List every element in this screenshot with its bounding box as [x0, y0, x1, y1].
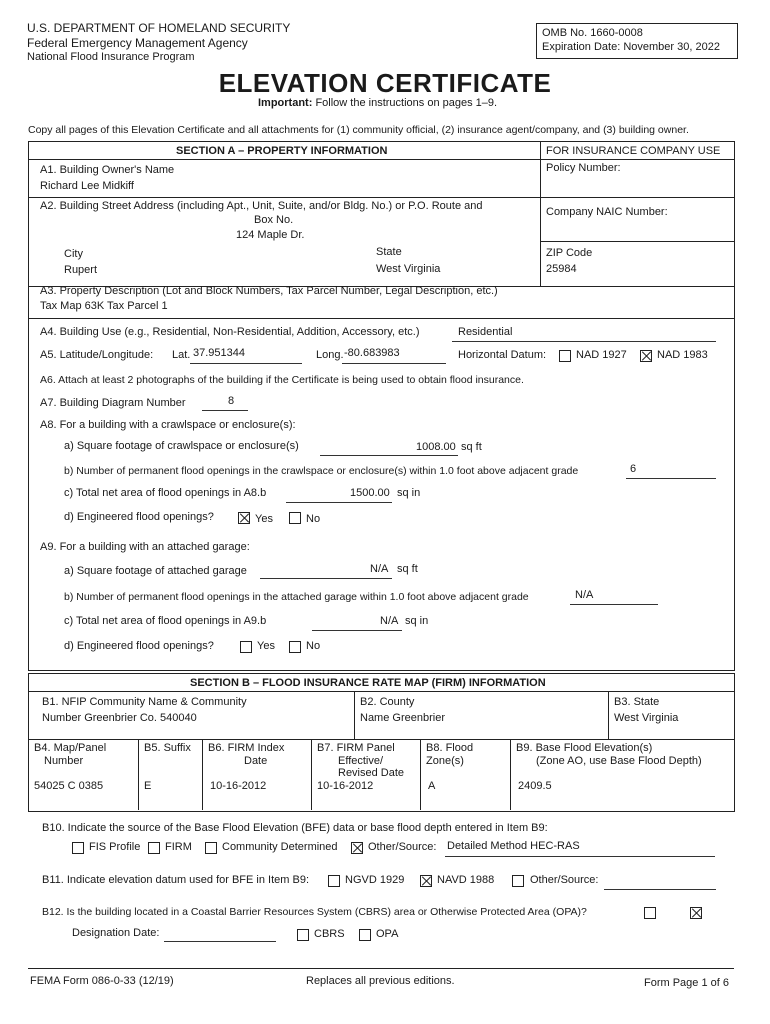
a8d-no-checkbox[interactable]: [289, 512, 301, 524]
other-datum-checkbox[interactable]: [512, 875, 524, 887]
important-note: [258, 97, 497, 109]
a7-label: A7. Building Diagram Number: [40, 397, 186, 409]
a9b-label: b) Number of permanent flood openings in the attached garage within 1.0 foot above adjacent grade: [64, 591, 529, 603]
a9-label: A9. For a building with an attached garage:: [40, 541, 250, 553]
fis-profile-checkbox[interactable]: [72, 842, 84, 854]
b12-no-checkbox[interactable]: [690, 907, 702, 919]
b2-label: B2. County: [360, 696, 415, 708]
b6-label-2: Date: [244, 755, 268, 767]
important-label: Important:: [258, 97, 313, 109]
b4-divider: [138, 739, 139, 810]
b8-label-2: Zone(s): [426, 755, 464, 767]
a9a-unit: sq ft: [397, 563, 418, 575]
b7-label: B7. FIRM Panel: [317, 742, 395, 754]
a8d-yes-checkbox[interactable]: [238, 512, 250, 524]
cbrs-checkbox[interactable]: [297, 929, 309, 941]
a9d-no-checkbox[interactable]: [289, 641, 301, 653]
lat-underline: [190, 363, 302, 364]
other-source-checkbox[interactable]: [351, 842, 363, 854]
a7-underline: [202, 410, 248, 411]
state-value[interactable]: West Virginia: [376, 263, 441, 275]
firm-label: FIRM: [165, 841, 192, 853]
a9d-label: d) Engineered flood openings?: [64, 640, 214, 652]
a8a-value[interactable]: 1008.00: [416, 441, 456, 453]
b1-label: B1. NFIP Community Name & Community: [42, 696, 247, 708]
a4-value[interactable]: Residential: [458, 326, 513, 338]
long-value[interactable]: -80.683983: [344, 347, 400, 359]
a9d-yes-checkbox[interactable]: [240, 641, 252, 653]
ngvd1929-label: NGVD 1929: [345, 874, 405, 886]
b8-value[interactable]: A: [428, 780, 436, 792]
a3-value[interactable]: Tax Map 63K Tax Parcel 1: [40, 300, 168, 312]
naic-rule: [540, 241, 734, 242]
page-number: Form Page 1 of 6: [644, 977, 729, 989]
a9d-no-label: No: [306, 640, 321, 652]
a8-label: A8. For a building with a crawlspace or enclosure(s):: [40, 419, 296, 431]
a8c-label: c) Total net area of flood openings in A8.b: [64, 487, 267, 499]
other-source-value[interactable]: Detailed Method HEC-RAS: [447, 840, 580, 852]
firm-checkbox[interactable]: [148, 842, 160, 854]
other-source-underline: [445, 856, 715, 857]
section-a-title-rule: [28, 159, 540, 160]
section-b-title-rule: [28, 691, 734, 692]
b3-value[interactable]: West Virginia: [614, 712, 679, 724]
state-label: State: [376, 246, 402, 258]
b9-label: B9. Base Flood Elevation(s): [516, 742, 653, 754]
b12-yes-checkbox[interactable]: [644, 907, 656, 919]
page-title: ELEVATION CERTIFICATE: [218, 68, 552, 98]
zip-label: ZIP Code: [546, 247, 593, 259]
b2-b3-divider: [608, 691, 609, 739]
a8a-underline: [320, 455, 458, 456]
b1-value[interactable]: Greenbrier Co. 540040: [84, 712, 197, 724]
a4-label: A4. Building Use (e.g., Residential, Non-Residential, Addition, Accessory, etc.): [40, 326, 420, 338]
a8c-unit: sq in: [397, 487, 421, 499]
b1-value-line: [42, 712, 197, 724]
a8b-value[interactable]: 6: [630, 463, 637, 475]
agency-line-3: National Flood Insurance Program: [27, 51, 195, 63]
b5-value[interactable]: E: [144, 780, 152, 792]
cbrs-label: CBRS: [314, 928, 345, 940]
b6-value[interactable]: 10-16-2012: [210, 780, 267, 792]
a7-value[interactable]: 8: [228, 395, 235, 407]
b6-label: B6. FIRM Index: [208, 742, 285, 754]
a2-label: A2. Building Street Address (including Apt., Unit, Suite, and/or Bldg. No.) or P.O. Route and: [40, 200, 483, 212]
b7-label-2: Effective/: [338, 755, 384, 767]
b3-label: B3. State: [614, 696, 660, 708]
a9a-underline: [260, 578, 392, 579]
b7-divider: [420, 739, 421, 810]
community-determined-label: Community Determined: [222, 841, 338, 853]
zip-value[interactable]: 25984: [546, 263, 577, 275]
community-determined-checkbox[interactable]: [205, 842, 217, 854]
footer-rule: [28, 968, 734, 969]
b1-label-2: Number: [42, 712, 82, 724]
b11-label: B11. Indicate elevation datum used for BFE in Item B9:: [42, 874, 309, 886]
a8c-underline: [286, 502, 392, 503]
b9-label-2: (Zone AO, use Base Flood Depth): [536, 755, 702, 767]
a9d-yes-label: Yes: [257, 640, 275, 652]
b8-divider: [510, 739, 511, 810]
a9c-underline: [312, 630, 402, 631]
a9a-value[interactable]: N/A: [370, 563, 389, 575]
omb-number: OMB No. 1660-0008: [542, 27, 643, 39]
opa-label: OPA: [376, 928, 399, 940]
a3-rule: [28, 318, 734, 319]
a1-label: A1. Building Owner's Name: [40, 164, 175, 176]
insurance-title-rule: [540, 159, 734, 160]
a5-label: A5. Latitude/Longitude:: [40, 349, 154, 361]
a2-value[interactable]: 124 Maple Dr.: [236, 229, 305, 241]
b9-value[interactable]: 2409.5: [518, 780, 552, 792]
b2-label-2: Name: [360, 712, 390, 724]
a8a-label: a) Square footage of crawlspace or enclosure(s): [64, 440, 299, 452]
policy-number-label: Policy Number:: [546, 162, 621, 174]
a9c-value[interactable]: N/A: [380, 615, 399, 627]
insurance-use-title: FOR INSURANCE COMPANY USE: [546, 145, 721, 157]
section-b-title: SECTION B – FLOOD INSURANCE RATE MAP (FIRM) INFORMATION: [190, 677, 546, 689]
b2-value-line: [360, 712, 445, 724]
b7-label-3: Revised Date: [338, 767, 405, 779]
long-underline: [342, 363, 446, 364]
form-number: FEMA Form 086-0-33 (12/19): [30, 975, 174, 987]
other-datum-underline: [604, 889, 716, 890]
a8d-label: d) Engineered flood openings?: [64, 511, 214, 523]
a3-label: A3. Property Description (Lot and Block Numbers, Tax Parcel Number, Legal Description, etc.): [40, 285, 498, 297]
b1-row-rule: [28, 739, 734, 740]
city-value[interactable]: Rupert: [64, 264, 98, 276]
ngvd1929-checkbox[interactable]: [328, 875, 340, 887]
b7-value[interactable]: 10-16-2012: [317, 780, 374, 792]
a1-value[interactable]: Richard Lee Midkiff: [40, 180, 134, 192]
navd1988-checkbox[interactable]: [420, 875, 432, 887]
fis-profile-label: FIS Profile: [89, 841, 141, 853]
other-source-label: Other/Source:: [368, 841, 437, 853]
a6-label: A6. Attach at least 2 photographs of the building if the Certificate is being used to obtain flood insurance.: [40, 374, 524, 386]
a8b-underline: [626, 478, 716, 479]
b8-label: B8. Flood: [426, 742, 474, 754]
copy-instructions: Copy all pages of this Elevation Certificate and all attachments for (1) community official, (2) insurance agent/company, and (3) building owner.: [28, 124, 689, 136]
designation-date-label: Designation Date:: [72, 927, 160, 939]
a1-rule: [28, 197, 734, 198]
agency-line-2: Federal Emergency Management Agency: [27, 36, 248, 50]
nad1927-label: NAD 1927: [576, 349, 627, 361]
opa-checkbox[interactable]: [359, 929, 371, 941]
b4-label: B4. Map/Panel: [34, 742, 107, 754]
replaces-note: Replaces all previous editions.: [306, 975, 455, 987]
a8d-yes-label: Yes: [255, 513, 273, 525]
a9b-underline: [570, 604, 658, 605]
a9b-value[interactable]: N/A: [575, 589, 594, 601]
b4-label-2: Number: [44, 755, 84, 767]
insurance-column-divider: [540, 141, 541, 286]
designation-date-underline: [164, 941, 276, 942]
a8c-value[interactable]: 1500.00: [350, 487, 390, 499]
city-label: City: [64, 248, 83, 260]
a9c-label: c) Total net area of flood openings in A9.b: [64, 615, 267, 627]
a4-underline: [452, 341, 716, 342]
b5-divider: [202, 739, 203, 810]
b5-label: B5. Suffix: [144, 742, 191, 754]
b2-value[interactable]: Greenbrier: [392, 712, 445, 724]
a8d-no-label: No: [306, 513, 321, 525]
long-label: Long.: [316, 349, 344, 361]
a9a-label: a) Square footage of attached garage: [64, 565, 247, 577]
nad1927-checkbox[interactable]: [559, 350, 571, 362]
horizontal-datum-label: Horizontal Datum:: [458, 349, 547, 361]
other-datum-label: Other/Source:: [530, 874, 599, 886]
b4-value[interactable]: 54025 C 0385: [34, 780, 104, 792]
b12-label: B12. Is the building located in a Coastal Barrier Resources System (CBRS) area or Otherwise Protected Area (OPA)?: [42, 906, 587, 918]
b1-b2-divider: [354, 691, 355, 739]
section-a-title: SECTION A – PROPERTY INFORMATION: [176, 145, 388, 157]
a8a-unit: sq ft: [461, 441, 482, 453]
important-text: Follow the instructions on pages 1–9.: [315, 97, 498, 109]
expiration-date: Expiration Date: November 30, 2022: [542, 41, 720, 53]
agency-line-1: U.S. DEPARTMENT OF HOMELAND SECURITY: [27, 21, 291, 35]
navd1988-label: NAVD 1988: [437, 874, 495, 886]
nad1983-checkbox[interactable]: [640, 350, 652, 362]
lat-value[interactable]: 37.951344: [193, 347, 245, 359]
b10-label: B10. Indicate the source of the Base Flood Elevation (BFE) data or base flood depth entered in Item B9:: [42, 822, 548, 834]
lat-label: Lat.: [172, 349, 191, 361]
a9c-unit: sq in: [405, 615, 429, 627]
b6-divider: [311, 739, 312, 810]
nad1983-label: NAD 1983: [657, 349, 708, 361]
a2-label-2: Box No.: [254, 214, 294, 226]
a8b-label: b) Number of permanent flood openings in the crawlspace or enclosure(s) within 1.0 foot above adjacent grade: [64, 465, 579, 477]
naic-label: Company NAIC Number:: [546, 206, 668, 218]
